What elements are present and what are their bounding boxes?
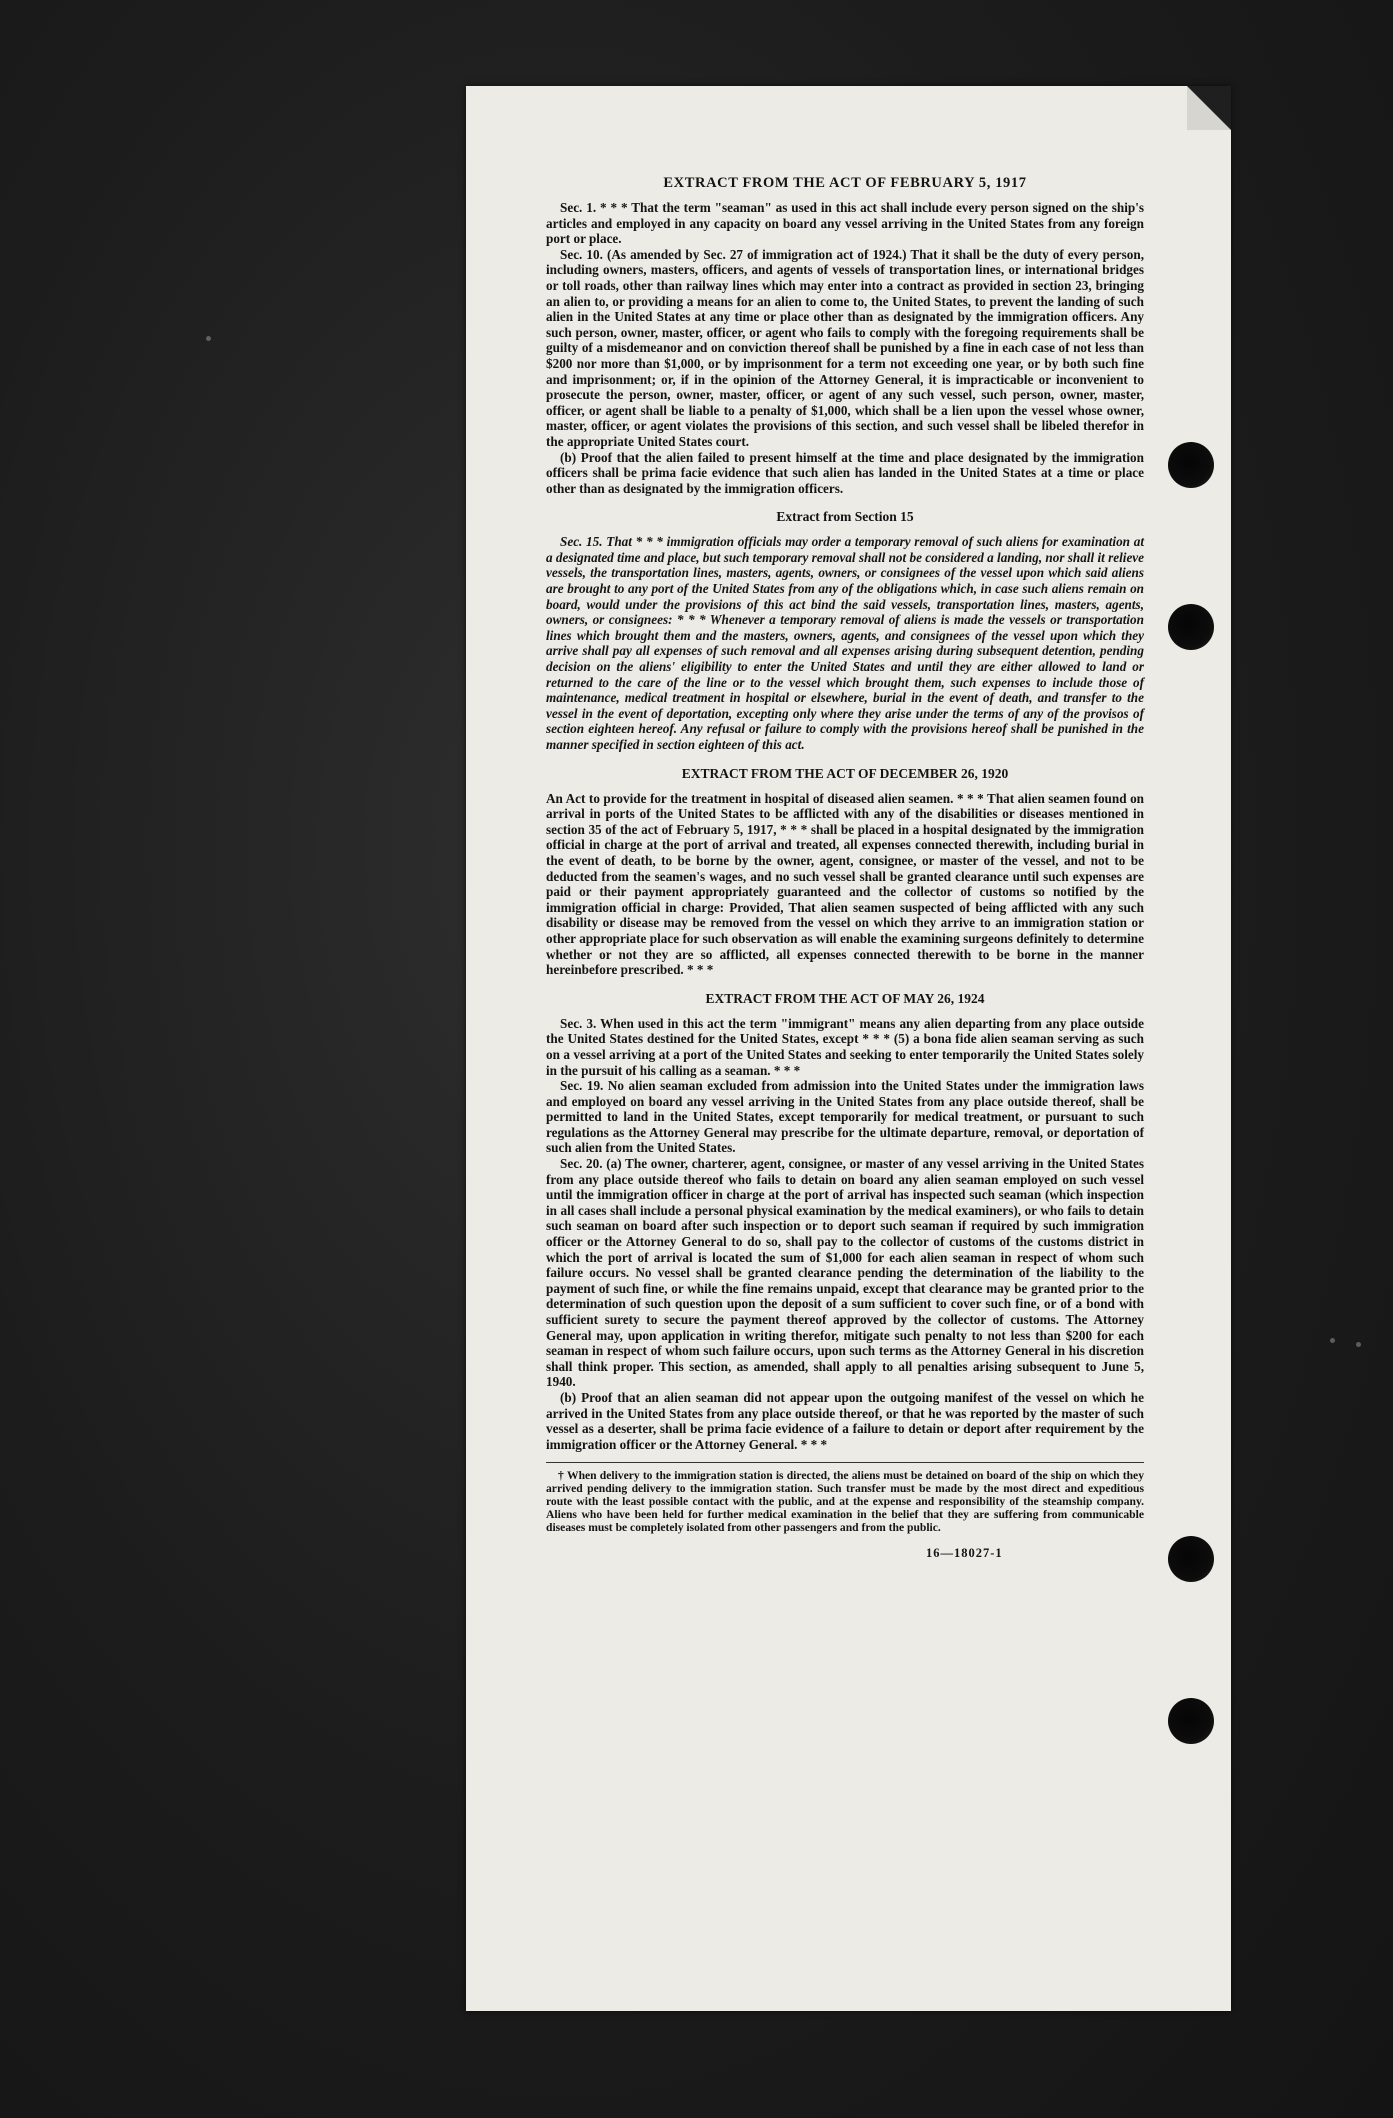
section-20a-text: Sec. 20. (a) The owner, charterer, agent, consignee, or master of any vessel arriving in the United States from any place outside thereof who fails to detain on board any alien seaman employed on such vessel until the immigration officer in charge at the port of arrival has inspected such seaman (which inspection in all cases shall include a personal physical examination by the medical examiners), or who fails to detain such seaman on board after such inspection or to deport such seaman if required by such immigration officer or the Attorney General to do so, shall pay to the collector of customs of the customs district in which the port of arrival is located the sum of $1,000 for each alien seaman in respect of whom such failure occurs. No vessel shall be granted clearance pending the determination of the liability to the payment of such fine, or while the fine remains unpaid, except that clearance may be granted prior to the determination of such question upon the deposit of a sum sufficient to cover such fine, or of a bond with sufficient surety to secure the payment thereof approved by the collector of customs. The Attorney General may, upon application in writing therefor, mitigate such penalty to not less than $200 for each seaman in respect of whom such failure occurs, upon such terms as the Attorney General in his discretion shall think proper. This section, as amended, shall apply to all penalties arising subsequent to June 5, 1940. [546,1156,1144,1390]
form-number: 16—18027-1 [926,1546,1003,1561]
punch-hole-3 [1168,1536,1214,1582]
act-1920-text: An Act to provide for the treatment in hospital of diseased alien seamen. * * * That alien seamen found on arrival in ports of the United States to be afflicted with any of the disabilities or diseases mentioned in section 35 of the act of February 5, 1917, * * * shall be placed in a hospital designated by the immigration official in charge at the port of arrival and treated, all expenses connected therewith, including burial in the event of death, to be borne by the owner, agent, consignee, or master of the vessel, and not to be deducted from the seamen's wages, and no such vessel shall be granted clearance until such expenses are paid or their payment appropriately guaranteed and the collector of customs so notified by the immigration official in charge: Provided, That alien seamen suspected of being afflicted with any such disability or disease may be removed from the vessel on which they arrive to an immigration station or other appropriate place for such observation as will enable the examining surgeons definitely to determine whether or not they are so afflicted, all expenses connected therewith to be borne in the manner hereinbefore prescribed. * * * [546,790,1144,978]
heading-act-1917: EXTRACT FROM THE ACT OF FEBRUARY 5, 1917 [663,175,1027,191]
section-20b-text: (b) Proof that an alien seaman did not appear upon the outgoing manifest of the vessel on which he arrived in the United States from any place outside thereof, or that he was reported by the master of such vessel as a deserter, shall be prima facie evidence of a failure to detain or deport after requirement by the immigration officer or the Attorney General. * * * [546,1389,1144,1452]
footnote-text: † When delivery to the immigration station is directed, the aliens must be detained on board of the ship on which they arrived pending delivery to the immigration station. Such transfer must be made by the most direct and expeditious route with the least possible contact with the public, and at the expense and responsibility of the steamship company. Aliens who have been held for further medical examination in the belief that they are suffering from communicable diseases must be completely isolated from other passengers and from the public. [546,1469,1144,1535]
dust-speck [206,336,211,341]
section-10b-text: (b) Proof that the alien failed to present himself at the time and place designated by the immigration officers shall be prima facie evidence that such alien has landed in the United States at a time or place other than as designated by the immigration officers. [546,449,1144,496]
punch-hole-2 [1168,604,1214,650]
dust-speck [1356,1342,1361,1347]
heading-section-15: Extract from Section 15 [776,509,914,525]
heading-act-1924: EXTRACT FROM THE ACT OF MAY 26, 1924 [705,990,985,1006]
section-1-text: Sec. 1. * * * That the term "seaman" as used in this act shall include every person signed on the ship's articles and employed in any capacity on board any vessel arriving in the United States from any foreign port or place. [546,200,1144,247]
footnote-divider [546,1462,1144,1463]
folded-corner [1187,86,1231,130]
section-19-text: Sec. 19. No alien seaman excluded from admission into the United States under the immigration laws and employed on board any vessel arriving in the United States from any place outside thereof, shall be permitted to land in the United States, except temporarily for medical treatment, or pursuant to such regulations as the Attorney General may prescribe for the ultimate departure, removal, or deportation of such alien from the United States. [546,1078,1144,1156]
document-body [546,174,1144,1561]
document-page [466,86,1231,2011]
section-10-text: Sec. 10. (As amended by Sec. 27 of immigration act of 1924.) That it shall be the duty of every person, including owners, masters, officers, and agents of vessels of transportation lines, or international bridges or toll roads, other than railway lines which may enter into a contract as provided in section 23, bringing an alien to, or providing a means for an alien to come to, the United States, to prevent the landing of such alien in the United States at any time or place other than as designated by the immigration officers. Any such person, owner, master, officer, or agent who fails to comply with the foregoing requirements shall be guilty of a misdemeanor and on conviction thereof shall be punished by a fine in each case of not less than $200 nor more than $1,000, or by imprisonment for a term not exceeding one year, or by both such fine and imprisonment; or, if in the opinion of the Attorney General, it is impracticable or inconvenient to prosecute the person, owner, master, officer, or agent of any such vessel, such person, owner, master, officer, or agent shall be liable to a penalty of $1,000, which shall be a lien upon the vessel whose owner, master, officer, or agent violates the provisions of this section, and such vessel shall be libeled therefor in the appropriate United States court. [546,246,1144,449]
section-3-text: Sec. 3. When used in this act the term "immigrant" means any alien departing from any place outside the United States destined for the United States, except * * * (5) a bona fide alien seaman serving as such on a vessel arriving at a port of the United States and seeking to enter temporarily the United States solely in the pursuit of his calling as a seaman. * * * [546,1015,1144,1078]
punch-hole-4 [1168,1698,1214,1744]
dust-speck [1330,1338,1335,1343]
heading-act-1920: EXTRACT FROM THE ACT OF DECEMBER 26, 1920 [681,765,1009,781]
section-15-text: Sec. 15. That * * * immigration officials may order a temporary removal of such aliens for examination at a designated time and place, but such temporary removal shall not be considered a landing, nor shall it relieve vessels, the transportation lines, masters, agents, owners, or consignees of the vessel upon which said aliens are brought to any port of the United States from any of the obligations which, in case such aliens remain on board, would under the provisions of this act bind the said vessels, transportation lines, masters, agents, owners, or consignees: * * * Whenever a temporary removal of aliens is made the vessels or transportation lines which brought them and the masters, owners, agents, and consignees of the vessel upon which they arrive shall pay all expenses of such removal and all expenses arising during subsequent detention, pending decision on the aliens' eligibility to enter the United States and until they are either allowed to land or returned to the care of the line or to the vessel which brought them, such expenses to include those of maintenance, medical treatment in hospital or elsewhere, burial in the event of death, and transfer to the vessel in the event of deportation, excepting only where they arise under the terms of any of the provisos of section eighteen hereof. Any refusal or failure to comply with the provisions hereof shall be punished in the manner specified in section eighteen of this act. [546,534,1144,752]
punch-hole-1 [1168,442,1214,488]
